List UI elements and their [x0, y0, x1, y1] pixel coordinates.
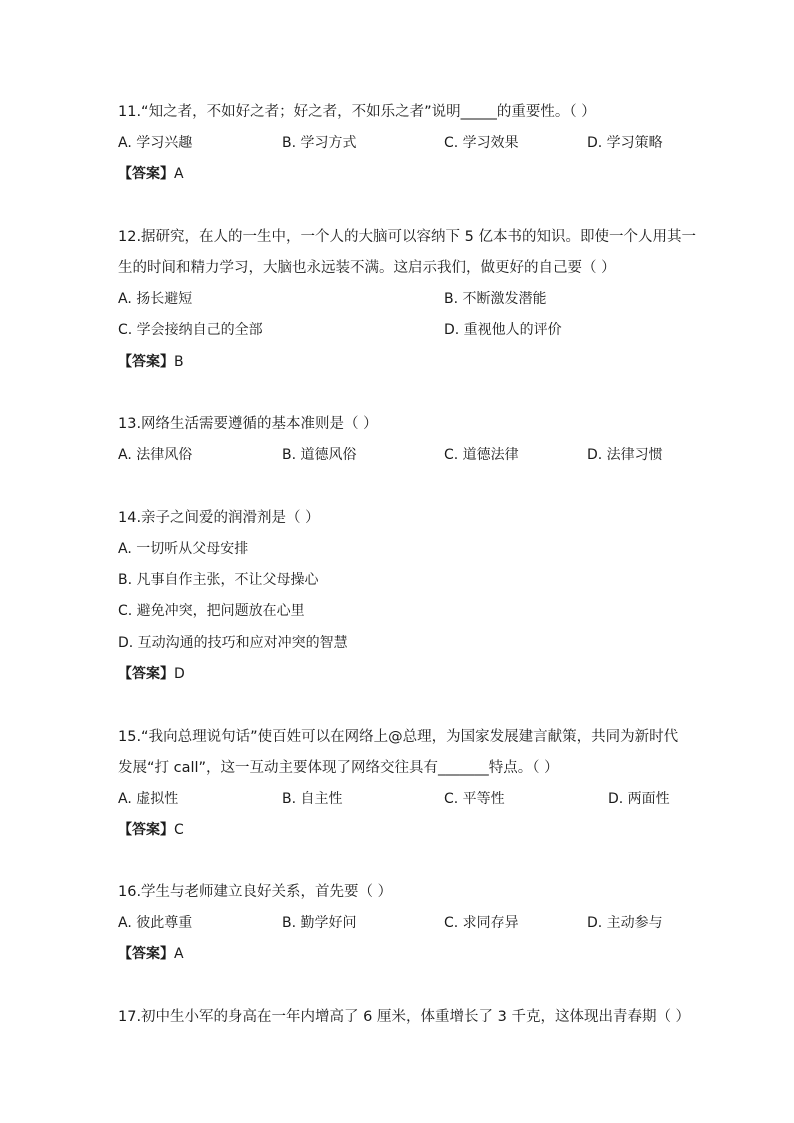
question-12-stem-line-1: 12.据研究，在人的一生中，一个人的大脑可以容纳下 5 亿本书的知识。即使一个人用其一	[118, 229, 696, 245]
question-15-stem-line-2: 发展“打 call”，这一互动主要体现了网络交往具有_______特点。（ ）	[118, 760, 559, 776]
question-11-answer	[118, 164, 184, 184]
question-16-answer	[118, 944, 184, 964]
question-14-option-b: B. 凡事自作主张，不让父母操心	[118, 572, 319, 588]
answer-label: 【答案】	[118, 946, 174, 962]
question-13-option-a: A. 法律风俗	[118, 447, 193, 463]
question-15-option-c: C. 平等性	[444, 791, 505, 807]
question-14-stem: 14.亲子之间爱的润滑剂是（ ）	[118, 510, 320, 526]
question-14-option-a: A. 一切听从父母安排	[118, 541, 249, 557]
question-17-stem: 17.初中生小军的身高在一年内增高了 6 厘米，体重增长了 3 千克，这体现出青春期（ ）	[118, 1009, 691, 1025]
question-13-stem: 13.网络生活需要遵循的基本准则是（ ）	[118, 416, 378, 432]
question-11-option-c: C. 学习效果	[444, 135, 519, 151]
question-15-option-d: D. 两面性	[608, 791, 670, 807]
question-12-option-c: C. 学会接纳自己的全部	[118, 322, 263, 338]
question-15-option-a: A. 虚拟性	[118, 791, 179, 807]
question-12-stem-line-2: 生的时间和精力学习，大脑也永远装不满。这启示我们，做更好的自己要（ ）	[118, 260, 616, 276]
question-13-option-c: C. 道德法律	[444, 447, 519, 463]
question-11-option-d: D. 学习策略	[587, 135, 663, 151]
answer-value: D	[174, 666, 185, 682]
question-11-option-a: A. 学习兴趣	[118, 135, 193, 151]
question-12-option-b: B. 不断激发潜能	[444, 291, 547, 307]
question-16-stem: 16.学生与老师建立良好关系，首先要（ ）	[118, 884, 393, 900]
question-14-answer	[118, 664, 185, 684]
question-16-option-b: B. 勤学好问	[282, 915, 357, 931]
answer-value: B	[174, 354, 184, 370]
question-12-option-d: D. 重视他人的评价	[444, 322, 562, 338]
question-15-answer	[118, 820, 184, 840]
answer-label: 【答案】	[118, 166, 174, 182]
answer-value: A	[174, 166, 184, 182]
question-16-option-d: D. 主动参与	[587, 915, 663, 931]
question-13-option-b: B. 道德风俗	[282, 447, 357, 463]
question-15-option-b: B. 自主性	[282, 791, 343, 807]
question-15-stem-line-1: 15.“我向总理说句话”使百姓可以在网络上@总理，为国家发展建言献策，共同为新时代	[118, 729, 679, 745]
question-14-option-d: D. 互动沟通的技巧和应对冲突的智慧	[118, 635, 348, 651]
answer-label: 【答案】	[118, 354, 174, 370]
question-12-option-a: A. 扬长避短	[118, 291, 193, 307]
question-16-option-a: A. 彼此尊重	[118, 915, 193, 931]
question-16-option-c: C. 求同存异	[444, 915, 519, 931]
question-14-option-c: C. 避免冲突，把问题放在心里	[118, 603, 305, 619]
answer-value: A	[174, 946, 184, 962]
answer-label: 【答案】	[118, 822, 174, 838]
answer-label: 【答案】	[118, 666, 174, 682]
question-11-stem: 11.“知之者，不如好之者；好之者，不如乐之者”说明_____的重要性。（ ）	[118, 104, 596, 120]
question-11-option-b: B. 学习方式	[282, 135, 357, 151]
answer-value: C	[174, 822, 184, 838]
question-12-answer	[118, 352, 184, 372]
question-13-option-d: D. 法律习惯	[587, 447, 663, 463]
